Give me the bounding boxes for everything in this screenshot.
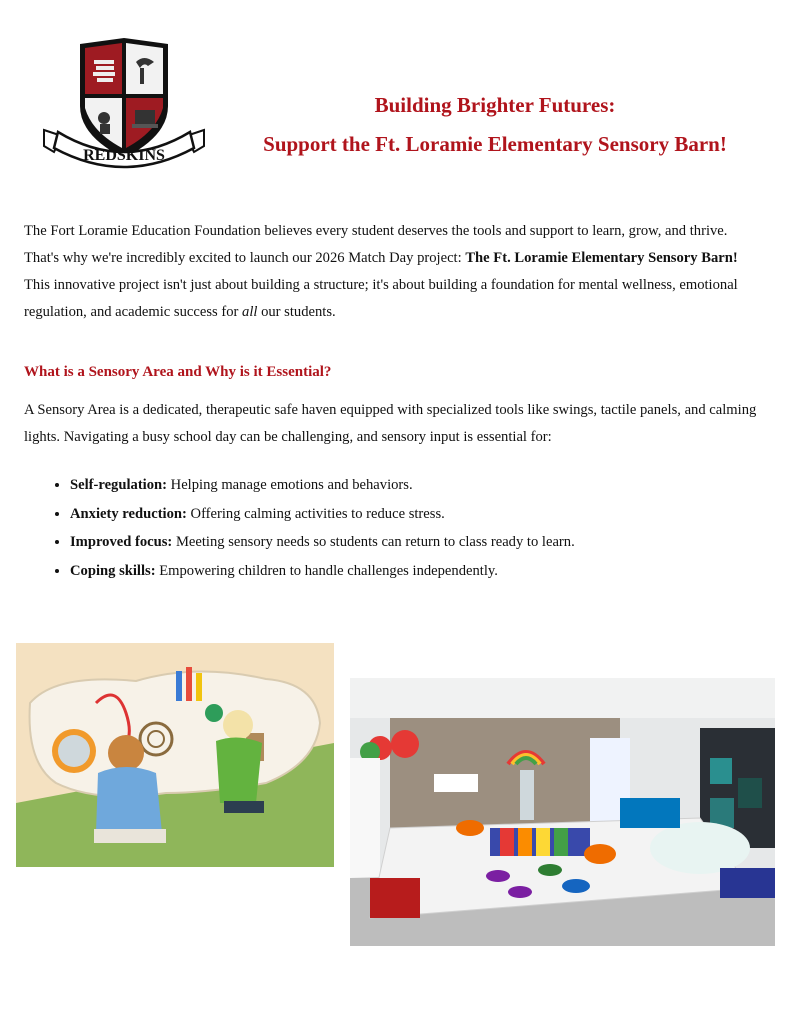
- section-heading: What is a Sensory Area and Why is it Essential?: [24, 364, 332, 380]
- bullet-term: Coping skills:: [70, 562, 156, 579]
- page-title-line-2: Support the Ft. Loramie Elementary Sensory Barn!: [263, 132, 727, 156]
- page-header: [215, 88, 775, 161]
- sensory-wall-photo: [16, 643, 334, 867]
- sensory-room-photo: [350, 678, 775, 946]
- list-item: [70, 471, 575, 500]
- bullet-desc: Helping manage emotions and behaviors.: [167, 477, 413, 493]
- list-item: [70, 500, 575, 529]
- bullet-desc: Offering calming activities to reduce stress.: [186, 505, 445, 522]
- intro-text-3: our students.: [257, 304, 336, 320]
- page-title-line-1: Building Brighter Futures:: [374, 93, 616, 117]
- bullet-term: Anxiety reduction:: [70, 505, 187, 522]
- intro-emphasis: all: [242, 304, 258, 320]
- intro-paragraph: [24, 218, 764, 326]
- section-paragraph: A Sensory Area is a dedicated, therapeutic safe haven equipped with specialized tools like swings, tactile panels, and calming lights. Navigating a busy school day can be challenging, and sensory input is essential for:: [24, 402, 757, 445]
- bullet-desc: Empowering children to handle challenges independently.: [155, 562, 498, 579]
- intro-text-2: This innovative project isn't just about building a structure; it's about building a foundation for mental wellness, emotional regulation, and academic success for: [24, 277, 738, 320]
- bullet-desc: Meeting sensory needs so students can return to class ready to learn.: [172, 534, 575, 550]
- intro-project-name: The Ft. Loramie Elementary Sensory Barn!: [465, 250, 738, 266]
- bullet-term: Self-regulation:: [70, 477, 168, 493]
- logo-banner-text: REDSKINS: [83, 147, 165, 164]
- school-crest-logo: [40, 36, 208, 170]
- bullet-term: Improved focus:: [70, 534, 173, 550]
- list-item: [70, 557, 575, 586]
- benefits-list: [24, 471, 575, 585]
- list-item: [70, 528, 575, 557]
- intro-text-1: The Fort Loramie Education Foundation believes every student deserves the tools and support to learn, grow, and thrive. That's why we're incredibly excited to launch our 2026 Match Day project:: [24, 223, 728, 266]
